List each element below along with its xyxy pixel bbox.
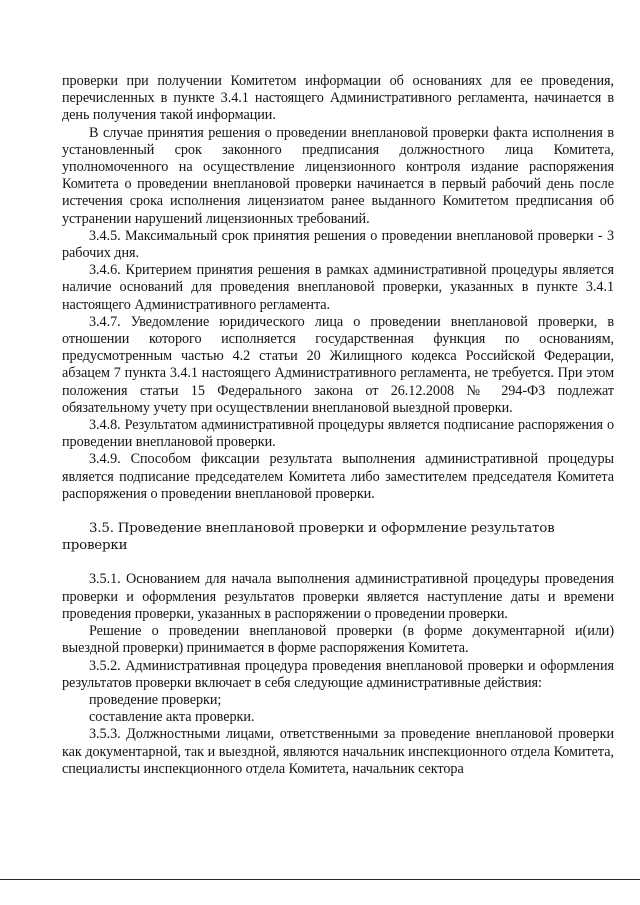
paragraph-deadline-case: В случае принятия решения о проведении внеплановой проверки факта исполнения в установленный срок законного предписания должностного лица Комитета, уполномоченного на осуществление лицензионного контроля издание распоряжения Комитета о проведении внеплановой проверки начинается в первый рабочий день после истечения срока исполнения лицензиатом ранее выданного Комитетом предписания об устранении нарушений лицензионных требований. [62, 124, 614, 227]
paragraph-continuation: проверки при получении Комитетом информации об основаниях для ее проведения, перечисленных в пункте 3.4.1 настоящего Административного регламента, начинается в день получения такой информации. [62, 73, 614, 124]
document-body [62, 73, 614, 778]
paragraph-3-5-2: 3.5.2. Административная процедура проведения внеплановой проверки и оформления результатов проверки включает в себя следующие административные действия: [62, 657, 614, 691]
list-item-draw-up-act: составление акта проверки. [89, 709, 255, 726]
paragraph-3-4-5: 3.4.5. Максимальный срок принятия решения о проведении внеплановой проверки - 3 рабочих дня. [62, 227, 614, 262]
paragraph-3-5-3: 3.5.3. Должностными лицами, ответственными за проведение внеплановой проверки как документарной, так и выездной, являются начальник инспекционного отдела Комитета, специалисты инспекционного отдела Комитета, начальник сектора [62, 726, 614, 777]
paragraph-3-4-9: 3.4.9. Способом фиксации результата выполнения административной процедуры является подписание председателем Комитета либо заместителем председателя Комитета распоряжения о проведении внеплановой проверки. [62, 451, 614, 502]
list-item-conduct-inspection: проведение проверки; [89, 691, 222, 708]
section-heading-3-5: 3.5. Проведение внеплановой проверки и оформление результатов проверки [62, 521, 555, 554]
paragraph-3-5-1: 3.5.1. Основанием для начала выполнения административной процедуры проведения проверки и оформления результатов проверки является наступление даты и времени проведения проверки, указанных в распоряжении о проведении проверки. [62, 571, 614, 622]
paragraph-decision-form: Решение о проведении внеплановой проверки (в форме документарной и(или) выездной проверки) принимается в форме распоряжения Комитета. [62, 623, 614, 657]
page-bottom-rule [0, 879, 640, 880]
paragraph-3-4-6: 3.4.6. Критерием принятия решения в рамках административной процедуры является наличие оснований для проведения внеплановой проверки, указанных в пункте 3.4.1 настоящего Административного регламента. [62, 262, 614, 313]
paragraph-3-4-8: 3.4.8. Результатом административной процедуры является подписание распоряжения о проведении внеплановой проверки. [62, 417, 614, 451]
paragraph-3-4-7: 3.4.7. Уведомление юридического лица о проведении внеплановой проверки, в отношении которого исполняется государственная функция по основаниям, предусмотренным частью 4.2 статьи 20 Жилищного кодекса Российской Федерации, абзацем 7 пункта 3.4.1 настоящего Административного регламента, не требуется. При этом положения статьи 15 Федерального закона от 26.12.2008 № 294-ФЗ подлежат обязательному учету при осуществлении внеплановой выездной проверки. [62, 313, 614, 416]
